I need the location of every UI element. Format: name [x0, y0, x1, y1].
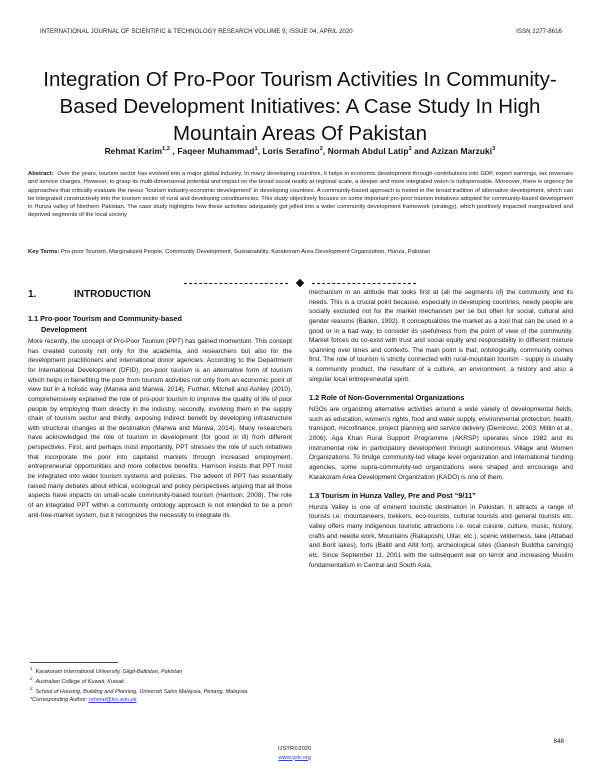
column-left — [28, 288, 292, 520]
corresponding-author-email-link[interactable]: rehmat@kiu.edu.pk — [88, 696, 137, 703]
author-entry — [263, 146, 323, 156]
author-name: Azizan Marzuki — [431, 146, 493, 156]
footnote-marker: 3 — [30, 685, 33, 691]
footer-website-link[interactable]: www.ijstr.org — [278, 754, 311, 761]
footnote-marker: 1 — [30, 665, 33, 671]
key-terms — [28, 248, 573, 256]
author-entry — [328, 146, 412, 156]
column-right — [309, 288, 573, 570]
key-terms-text: Pro-poor Tourism, Marginalized People, Community Development, Sustainability, Karakoram Area Development Organization, Hunza, Pakistan — [61, 249, 431, 255]
footer — [278, 745, 311, 762]
paragraph-1-2: NGOs are organizing alternative activities around a wide variety of developmental fields, such as education, women's rights, food and water supply, environmental protection, health, transport, microfinance, project planning and service delivery (Demirovic, 2003; Mitlin et al., 2006). Aga Khan Rural Support Programme (AKRSP) operates since 1982 and its instrumental role in participatory development through autonomous Village and Women Organizations. To bridge community-led village level organization and international funding agencies, some supra-community-led organizations were shaped and encourage and Karakoram Area Development Organization (KADO) is one of them. — [309, 406, 573, 481]
corresponding-author-label: *Corresponding Author: — [30, 696, 88, 703]
footnote-text: Australian College of Kuwait, Kuwait. — [35, 678, 126, 685]
subsection-heading-1-2: 1.2 Role of Non-Governmental Organizations — [309, 393, 465, 403]
author-affiliation-marker: 2 — [319, 146, 323, 153]
section-title: INTRODUCTION — [74, 289, 151, 300]
running-head-issn: ISSN 2277-8616 — [516, 28, 562, 35]
footnote-separator-rule — [30, 662, 118, 663]
author-name: Rehmat Karim — [104, 146, 163, 156]
running-head-journal-info: INTERNATIONAL JOURNAL OF SCIENTIFIC & TECHNOLOGY RESEARCH VOLUME 9, ISSUE 04, APRIL 2020 — [40, 28, 353, 35]
corresponding-author-line — [30, 696, 292, 704]
divider-dash-left — [184, 283, 288, 284]
footnote-item — [30, 666, 292, 676]
paragraph-1-1-continued: mechanism in an attitude that looks first at (all the segments of) the community and its needs. This is a crucial point because, especially in developing countries, needy people are socially excluded not for the market mechanism per se but often for social, cultural and gender reasons (Baden, 1992). It conceptualizes the market as a tool that can be used in a good or in a bad way, to consider its usefulness from the point of view of the community. Market forces do co-exist with trust and social equity and responsibility in different mixture spanning over times and contexts. The main point is that, ontologically, community comes first. The role of tourism is strictly connected with rural-mountain tourism - supply is usually a community product, the resultant of a culture, an environment, a history and also a singular local entrepreneurial spirit. — [309, 289, 573, 383]
author-name: Faqeer Muhammad — [177, 146, 255, 156]
footer-copyright: IJSTR©2020 — [278, 746, 312, 752]
section-number: 1. — [28, 289, 37, 300]
abstract-text: Over the years, tourism sector has evolved into a major global industry. In many developing countries, it helps in economic development through contributions into GDP, export earnings, tax revenues and service charges. However, to grasp its multi-dimensional potential and impact on the broad social reality at regional scale, a deeper and more integrated vision is indispensable. Moreover, there is urgency for approaches that critically evaluate the nexus “tourism industry-economic development” in developing countries. A community-based approach is rooted in the broad tradition of alternative development, which can be integrated constructively into the tourism sector of rural and developing constituencies. This study objectively focuses on some important pro-poor tourism initiatives adopted for community-based development in Hunza valley of Northern Pakistan. The case study highlights how these activities adequately got jelled into a wider community development framework (strategy), which positively impacted marginalized and deprived segments of the local society — [28, 171, 573, 219]
page-title: Integration Of Pro-Poor Tourism Activities In Community-Based Development Initiatives: A Case Study In High Mountain Areas Of Pakistan — [43, 67, 557, 145]
footnote-marker: 2 — [30, 675, 33, 681]
paragraph-1-3: Hunza Valley is one of eminent touristic destination in Pakistan. It attracts a range of tourists i.e. mountaineers, trekkers, eco-tourists, cultural tourists and general tourists etc. valley offers many indigenous touristic attractions i.e. local cuisine, culture, music, history, crafts and needle work, Mountains (Rakaposhi, Ultar, etc.), scenic wilderness, lake (Attabad and Borit lakes), forts (Baltit and Altit fort), archeological sites (Ganesh Buddha carvings) etc. Since September 11, 2001 with the subsequent war on terror and increasing Muslim fundamentalism in Central and South Asia, — [309, 503, 573, 569]
key-terms-label: Key Terms: — [28, 249, 60, 255]
subsection-heading-1-1-line2-wrap — [28, 325, 292, 335]
page-number: 848 — [553, 738, 564, 745]
author-entry — [105, 146, 171, 156]
author-list — [40, 146, 560, 156]
section-heading-introduction — [28, 288, 292, 303]
divider-dash-right — [312, 283, 416, 284]
running-head — [40, 28, 564, 35]
footnote-item — [30, 686, 292, 696]
diamond-icon — [296, 279, 304, 287]
subsection-heading-1-3: 1.3 Tourism in Hunza Valley, Pre and Post “9/11” — [309, 491, 476, 501]
author-entry — [431, 146, 495, 156]
author-affiliation-marker: 1 — [254, 146, 258, 153]
paragraph-1-1: More recently, the concept of Pro-Poor Tourism (PPT) has gained momentum. This concept has created curiosity not only for the academia, and researchers but also for the development practitioners and international donor agencies. According to the Department for International Development (DFID), pro-poor tourism is an alternative form of tourism which helps in benefiting the poor from tourism activities not only from an economic point of view but in a holistic way (Manwa and Manwa, 2014). Further, Mitchell and Ashley (2010), comprehensively explained the role of pro-poor tourism to improve the quality of life of poor people by employing them directly in the industry, secondly, involving them in the supply chain of tourism sector and thirdly, exposing indirect benefit by developing infrastructure with structural changes at the destination (Manwa and Manwa, 2014). Many researchers have acknowledged the role of tourism in development (for good or ill) from different perspectives. First, and perhaps most importantly, PPT stresses the role of such initiatives that incorporate the poor into capitalist markets through increased employment, entrepreneurial opportunities and more collective benefits. Harrison insists that PPT must be integrated into wider tourism systems and policies. The advent of PPT has essentially raised many debates about ethical, ecological and policy perspectives arguing that all those aspects have impacts on small-scale community-based tourism (Harrison, 2008). The role of an integrated PPT within a community ontology approach is not intended to be a priori anti-free-market system, but it recognizes the necessity to integrate its — [28, 338, 292, 519]
author-affiliation-marker: 1,2 — [162, 146, 171, 153]
author-name: Normah Abdul Latip — [327, 146, 409, 156]
author-conjunction-word: and — [414, 146, 430, 156]
author-affiliation-marker: 3 — [408, 146, 412, 153]
author-affiliation-marker: 3 — [492, 146, 496, 153]
author-entry — [177, 146, 257, 156]
subsection-heading-1-1 — [28, 314, 292, 324]
footnotes — [30, 662, 292, 704]
author-separator: , — [322, 146, 328, 156]
footnote-text: School of Housing, Building and Planning, Universiti Sains Malaysia, Penang, Malaysia. — [35, 688, 249, 695]
footnote-item — [30, 676, 292, 686]
abstract-label: Abstract: — [28, 171, 54, 177]
subsection-heading-1-1-line1: 1.1 Pro-poor Tourism and Community-based — [28, 313, 182, 323]
subsection-heading-1-1-line2: Development — [41, 325, 87, 335]
abstract — [28, 170, 573, 220]
author-name: Loris Serafino — [262, 146, 320, 156]
author-separator: , — [257, 146, 263, 156]
footnote-text: Karakoram International University, Gilgit-Baltistan, Pakistan — [35, 668, 183, 675]
author-separator: , — [170, 146, 178, 156]
